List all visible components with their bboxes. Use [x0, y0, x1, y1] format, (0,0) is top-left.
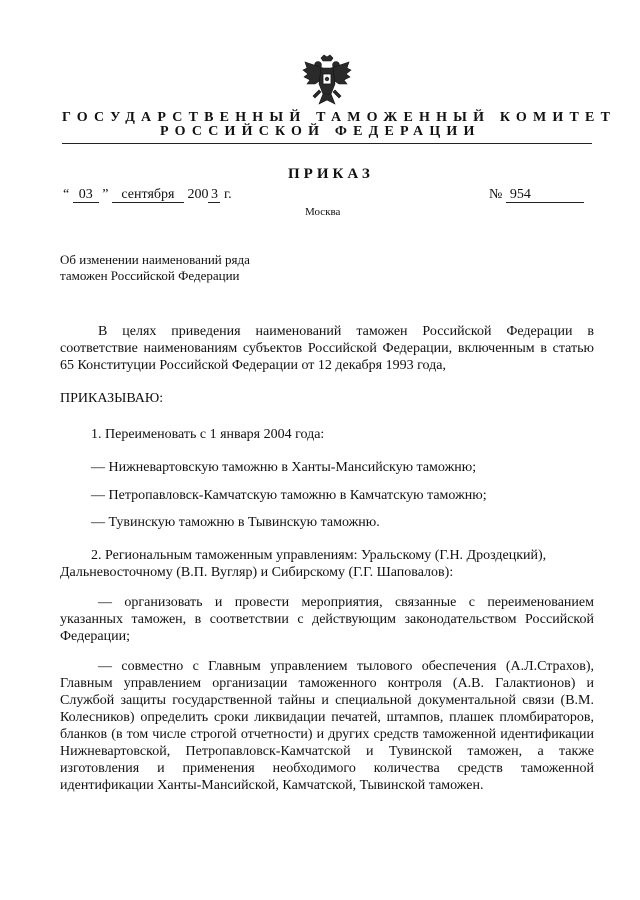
date-month: сентября [112, 188, 184, 203]
city: Москва [305, 206, 341, 218]
item-2-a-text: — организовать и провести мероприятия, связанные с переименованием указанных таможен, в соответствии с действующим законодательством Российской Федерации; [60, 595, 594, 644]
date-open-quote: “ [63, 187, 70, 202]
item-2-line-2: Дальневосточному (В.П. Вугляр) и Сибирскому (Г.Г. Шаповалов): [60, 565, 454, 580]
preamble [60, 323, 594, 374]
order-subject: Об изменении наименований ряда таможен Российской Федерации [60, 252, 250, 283]
item-1-c: — Тувинскую таможню в Тывинскую таможню. [91, 515, 380, 530]
item-2-b [60, 658, 594, 794]
organization-name: ГОСУДАРСТВЕННЫЙ ТАМОЖЕННЫЙ КОМИТЕТ [62, 110, 617, 125]
double-headed-eagle-icon [301, 54, 353, 110]
date-year-digit: 3 [208, 188, 220, 203]
organization-country: РОССИЙСКОЙ ФЕДЕРАЦИИ [160, 124, 481, 139]
header-divider [62, 143, 592, 144]
date-suffix: г. [220, 187, 232, 202]
order-word: ПРИКАЗЫВАЮ: [60, 391, 164, 406]
order-number [489, 187, 584, 203]
date-close-quote: ” [102, 187, 109, 202]
document-title: ПРИКАЗ [288, 166, 374, 182]
order-date [63, 187, 232, 203]
item-1-b: — Петропавловск-Камчатскую таможню в Камчатскую таможню; [91, 488, 487, 503]
number-label: № [489, 187, 503, 202]
item-1: 1. Переименовать с 1 января 2004 года: [91, 427, 325, 442]
number-value: 954 [506, 188, 584, 203]
item-1-a: — Нижневартовскую таможню в Ханты-Мансийскую таможню; [91, 460, 477, 475]
item-2-line-1: 2. Региональным таможенным управлениям: Уральскому (Г.Н. Дроздецкий), [91, 548, 547, 563]
preamble-text: В целях приведения наименований таможен Российской Федерации в соответствие наименованиям субъектов Российской Федерации, включенным в статью 65 Конституции Российской Федерации от 12 декабря 1993 года, [60, 324, 594, 373]
date-day: 03 [73, 188, 99, 203]
item-2-b-text: — совместно с Главным управлением тылового обеспечения (А.Л.Страхов), Главным управлением организации таможенного контроля (А.В. Галактионов) и Службой защиты государственной тайны и специальной документальной связи (В.М. Колесников) определить сроки ликвидации печатей, штампов, плашек пломбираторов, бланков (в том числе строгой отчетности) и других средств таможенной идентификации Нижневартовской, Петропавловск-Камчатской и Тувинской таможен, а также изготовления и применения необходимого количества средств таможенной идентификации Ханты-Мансийской, Камчатской, Тывинской таможен. [60, 659, 594, 793]
date-year-prefix: 200 [187, 187, 209, 202]
item-2-a [60, 594, 594, 645]
